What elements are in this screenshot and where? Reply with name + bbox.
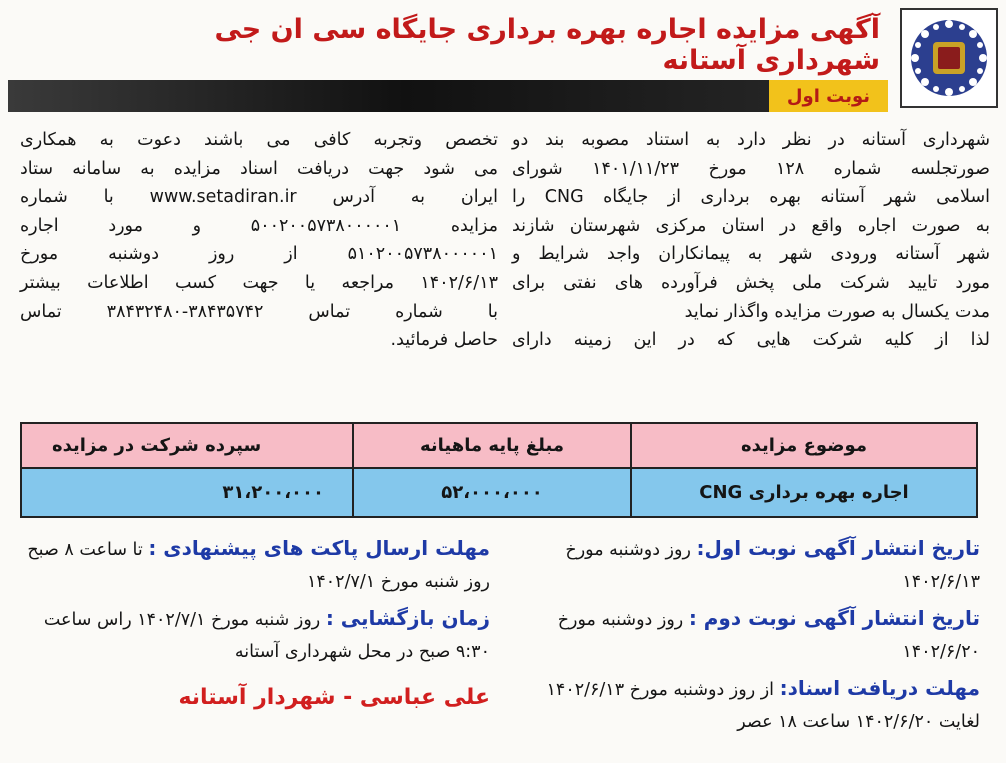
table-header-row bbox=[22, 424, 976, 469]
body-line: ایران به آدرس www.setadiran.ir با شماره bbox=[20, 187, 499, 208]
round-badge: نوبت اول bbox=[769, 80, 888, 112]
body-line: می شود جهت دریافت اسناد مزایده به سامانه ستاد bbox=[20, 158, 498, 179]
notice-band bbox=[8, 80, 888, 112]
notice-title: آگهی مزایده اجاره بهره برداری جایگاه سی ان جی شهرداری آستانه bbox=[214, 14, 880, 76]
opening-label: زمان بازگشایی : bbox=[325, 606, 490, 630]
cell-subject: اجاره بهره برداری CNG bbox=[630, 469, 976, 516]
bids-deadline-value: تا ساعت ۸ صبح روز شنبه مورخ ۱۴۰۲/۷/۱ bbox=[27, 540, 490, 592]
first-publish-value: روز دوشنبه مورخ ۱۴۰۲/۶/۱۳ bbox=[565, 540, 980, 592]
body-line: شهر آستانه ورودی شهر به پیمانکاران واجد شرایط و bbox=[512, 244, 990, 265]
opening-value: روز شنبه مورخ ۱۴۰۲/۷/۱ راس ساعت ۹:۳۰ صبح در محل شهرداری آستانه bbox=[43, 610, 490, 662]
second-publish-value: روز دوشنبه مورخ ۱۴۰۲/۶/۲۰ bbox=[557, 610, 980, 662]
body-line: اسلامی شهر آستانه بهره برداری از جایگاه CNG را bbox=[512, 187, 990, 208]
auction-table bbox=[20, 422, 978, 518]
docs-deadline-item bbox=[510, 672, 980, 738]
body-line: ۵۱۰۲۰۰۵۷۳۸۰۰۰۰۰۱ از روز دوشنبه مورخ bbox=[20, 244, 498, 265]
first-publish-label: تاریخ انتشار آگهی نوبت اول: bbox=[696, 536, 980, 560]
second-publish-label: تاریخ انتشار آگهی نوبت دوم : bbox=[688, 606, 980, 630]
body-line: مورد تایید شرکت ملی پخش فرآورده های نفتی برای bbox=[512, 272, 990, 293]
cell-base-price: ۵۲،۰۰۰،۰۰۰ bbox=[352, 469, 630, 516]
docs-deadline-label: مهلت دریافت اسناد: bbox=[779, 676, 980, 700]
bids-deadline-label: مهلت ارسال پاکت های پیشنهادی : bbox=[148, 536, 490, 560]
body-line: تخصص وتجربه کافی می باشند دعوت به همکاری bbox=[20, 130, 498, 150]
body-line: ۱۴۰۲/۶/۱۳ مراجعه یا جهت کسب اطلاعات بیشتر bbox=[20, 272, 498, 293]
body-line: با شماره تماس ۳۸۴۳۵۷۴۲-۳۸۴۳۲۴۸۰ تماس bbox=[20, 301, 498, 322]
schedule-right-column bbox=[510, 532, 980, 742]
body-left-column bbox=[20, 126, 498, 355]
mayor-signature: علی عباسی - شهردار آستانه bbox=[178, 685, 490, 710]
body-line: شهرداری آستانه در نظر دارد به استناد مصوبه بند دو bbox=[512, 130, 990, 150]
body-line: به صورت اجاره واقع در استان مرکزی شهرستان شازند bbox=[512, 215, 990, 236]
schedule-left-column bbox=[20, 532, 490, 714]
header-deposit: سپرده شرکت در مزایده bbox=[52, 435, 262, 456]
bids-deadline-item bbox=[20, 532, 490, 598]
schedule-section bbox=[20, 532, 980, 757]
table-row bbox=[22, 469, 976, 516]
opening-item bbox=[20, 602, 490, 668]
notice-header bbox=[8, 8, 998, 113]
body-right-column bbox=[512, 126, 990, 355]
cell-deposit: ۳۱،۲۰۰،۰۰۰ bbox=[222, 482, 324, 503]
notice-body bbox=[20, 126, 990, 416]
body-line: مزایده ۵۰۰۲۰۰۵۷۳۸۰۰۰۰۰۱ و مورد اجاره bbox=[20, 215, 498, 236]
body-line: مدت یکسال به صورت مزایده واگذار نماید bbox=[684, 301, 990, 322]
docs-deadline-value: از روز دوشنبه مورخ ۱۴۰۲/۶/۱۳ لغایت ۱۴۰۲/۶/۲۰ ساعت ۱۸ عصر bbox=[546, 680, 980, 732]
body-line: صورتجلسه شماره ۱۲۸ مورخ ۱۴۰۱/۱۱/۲۳ شورای bbox=[512, 158, 990, 179]
header-base-price: مبلغ پایه ماهیانه bbox=[352, 424, 630, 467]
second-publish-item bbox=[510, 602, 980, 668]
municipality-logo bbox=[900, 8, 998, 108]
header-subject: موضوع مزایده bbox=[630, 424, 976, 467]
first-publish-item bbox=[510, 532, 980, 598]
body-line: لذا از کلیه شرکت هایی که در این زمینه دارای bbox=[512, 330, 990, 351]
body-line: حاصل فرمائید. bbox=[390, 330, 498, 351]
municipality-emblem-icon bbox=[907, 16, 991, 100]
